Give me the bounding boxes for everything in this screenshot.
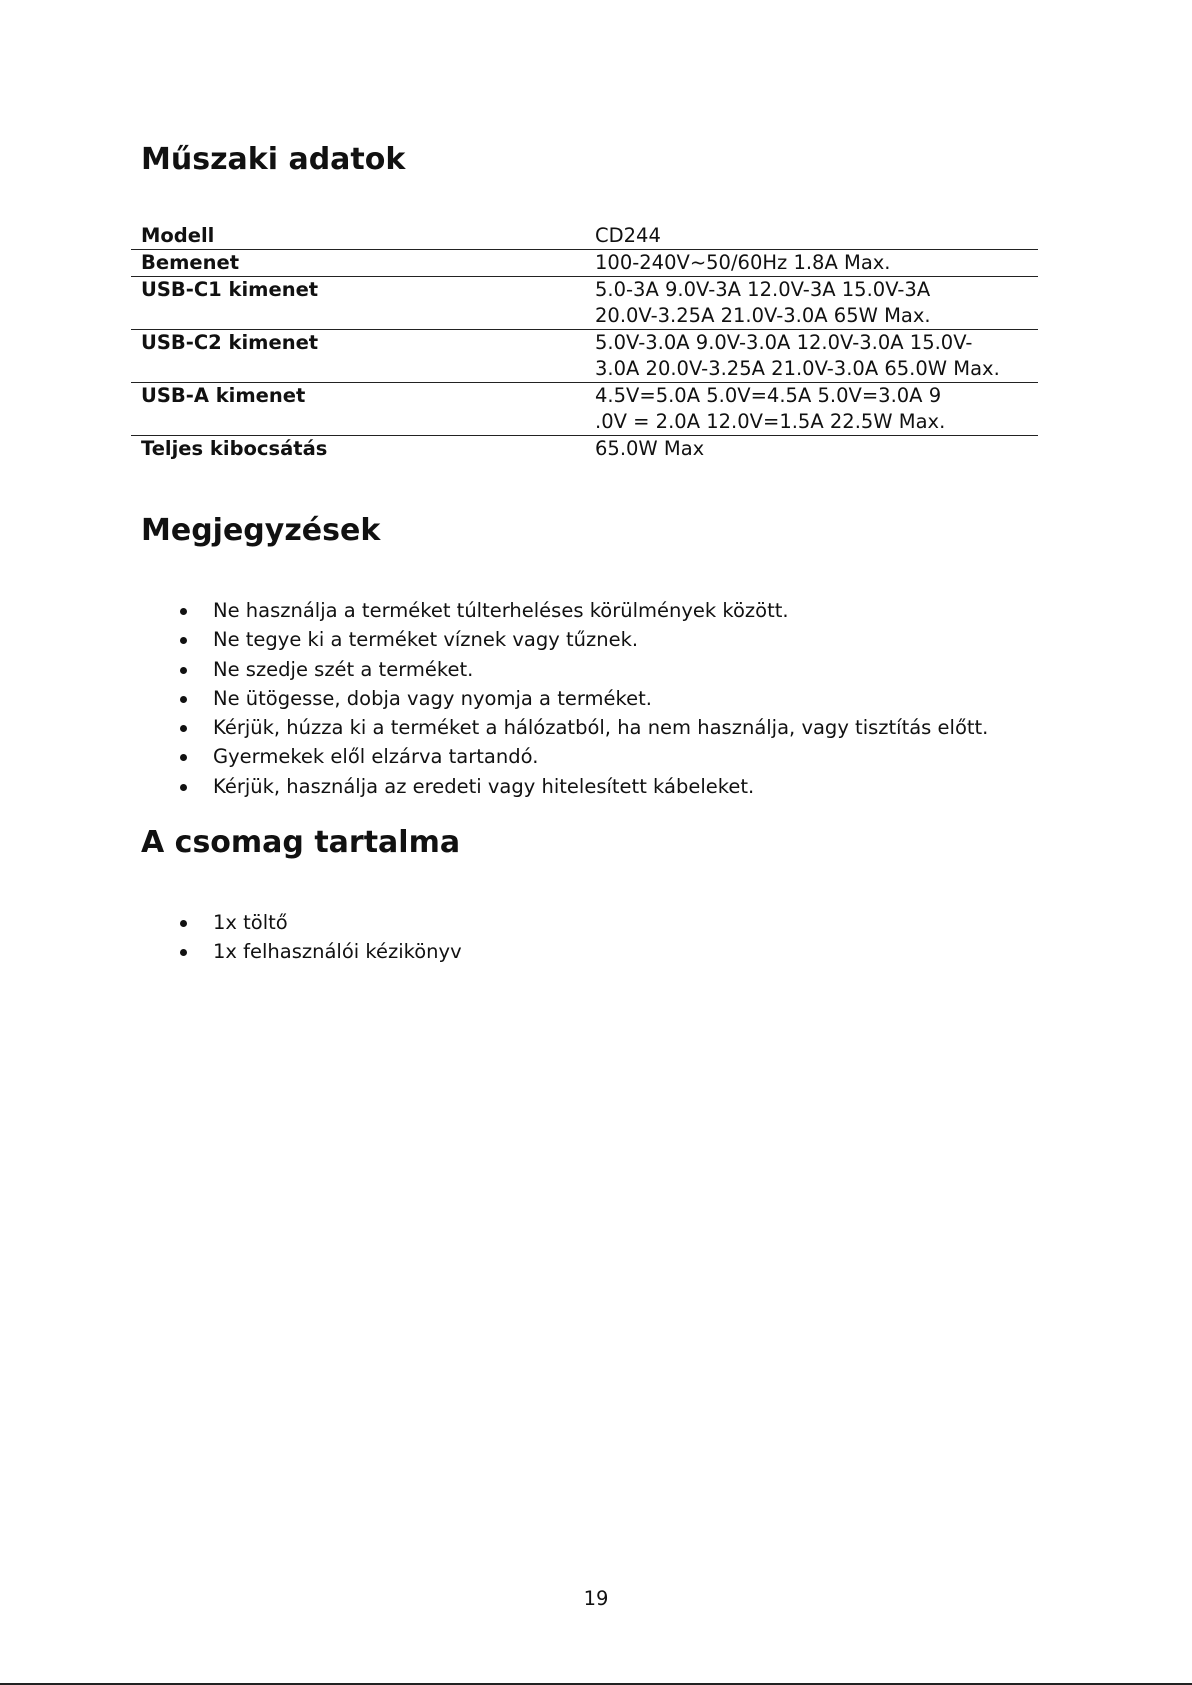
- table-row: [131, 223, 1038, 250]
- spec-label: Teljes kibocsátás: [131, 436, 585, 463]
- specs-table: [131, 223, 1038, 462]
- page-number: 19: [583, 1587, 609, 1610]
- list-item: Kérjük, húzza ki a terméket a hálózatból, ha nem használja, vagy tisztítás előtt.: [176, 713, 988, 742]
- bullet-icon: [180, 949, 187, 956]
- table-row: [131, 383, 1038, 436]
- bullet-icon: [180, 696, 187, 703]
- table-row: [131, 250, 1038, 277]
- list-item: Ne szedje szét a terméket.: [176, 655, 988, 684]
- bullet-icon: [180, 725, 187, 732]
- spec-value: 5.0-3A 9.0V-3A 12.0V-3A 15.0V-3A 20.0V-3.25A 21.0V-3.0A 65W Max.: [585, 277, 1038, 330]
- bullet-icon: [180, 920, 187, 927]
- spec-value: 65.0W Max: [585, 436, 1038, 463]
- table-row: [131, 330, 1038, 383]
- spec-label: Bemenet: [131, 250, 585, 277]
- spec-label: USB-C1 kimenet: [131, 277, 585, 330]
- table-row: [131, 436, 1038, 463]
- table-row: [131, 277, 1038, 330]
- list-item: 1x felhasználói kézikönyv: [176, 937, 462, 966]
- list-item: 1x töltő: [176, 908, 462, 937]
- spec-value: 100-240V~50/60Hz 1.8A Max.: [585, 250, 1038, 277]
- spec-value: 4.5V=5.0A 5.0V=4.5A 5.0V=3.0A 9 .0V = 2.0A 12.0V=1.5A 22.5W Max.: [585, 383, 1038, 436]
- list-item: Ne használja a terméket túlterheléses körülmények között.: [176, 596, 988, 625]
- bullet-icon: [180, 608, 187, 615]
- specs-heading: Műszaki adatok: [141, 142, 406, 177]
- spec-label: USB-A kimenet: [131, 383, 585, 436]
- list-item: Gyermekek elől elzárva tartandó.: [176, 742, 988, 771]
- package-list: [176, 908, 462, 967]
- spec-value: CD244: [595, 224, 661, 247]
- list-item: Ne ütögesse, dobja vagy nyomja a terméket.: [176, 684, 988, 713]
- list-item: Kérjük, használja az eredeti vagy hitelesített kábeleket.: [176, 772, 988, 801]
- bullet-icon: [180, 784, 187, 791]
- spec-label: USB-C2 kimenet: [131, 330, 585, 383]
- spec-value: 5.0V-3.0A 9.0V-3.0A 12.0V-3.0A 15.0V- 3.0A 20.0V-3.25A 21.0V-3.0A 65.0W Max.: [585, 330, 1038, 383]
- bullet-icon: [180, 637, 187, 644]
- notes-list: [176, 596, 988, 801]
- bullet-icon: [180, 754, 187, 761]
- package-heading: A csomag tartalma: [141, 825, 461, 860]
- list-item: Ne tegye ki a terméket víznek vagy tűznek.: [176, 625, 988, 654]
- notes-heading: Megjegyzések: [141, 513, 381, 548]
- spec-label: Modell: [141, 224, 215, 247]
- bullet-icon: [180, 667, 187, 674]
